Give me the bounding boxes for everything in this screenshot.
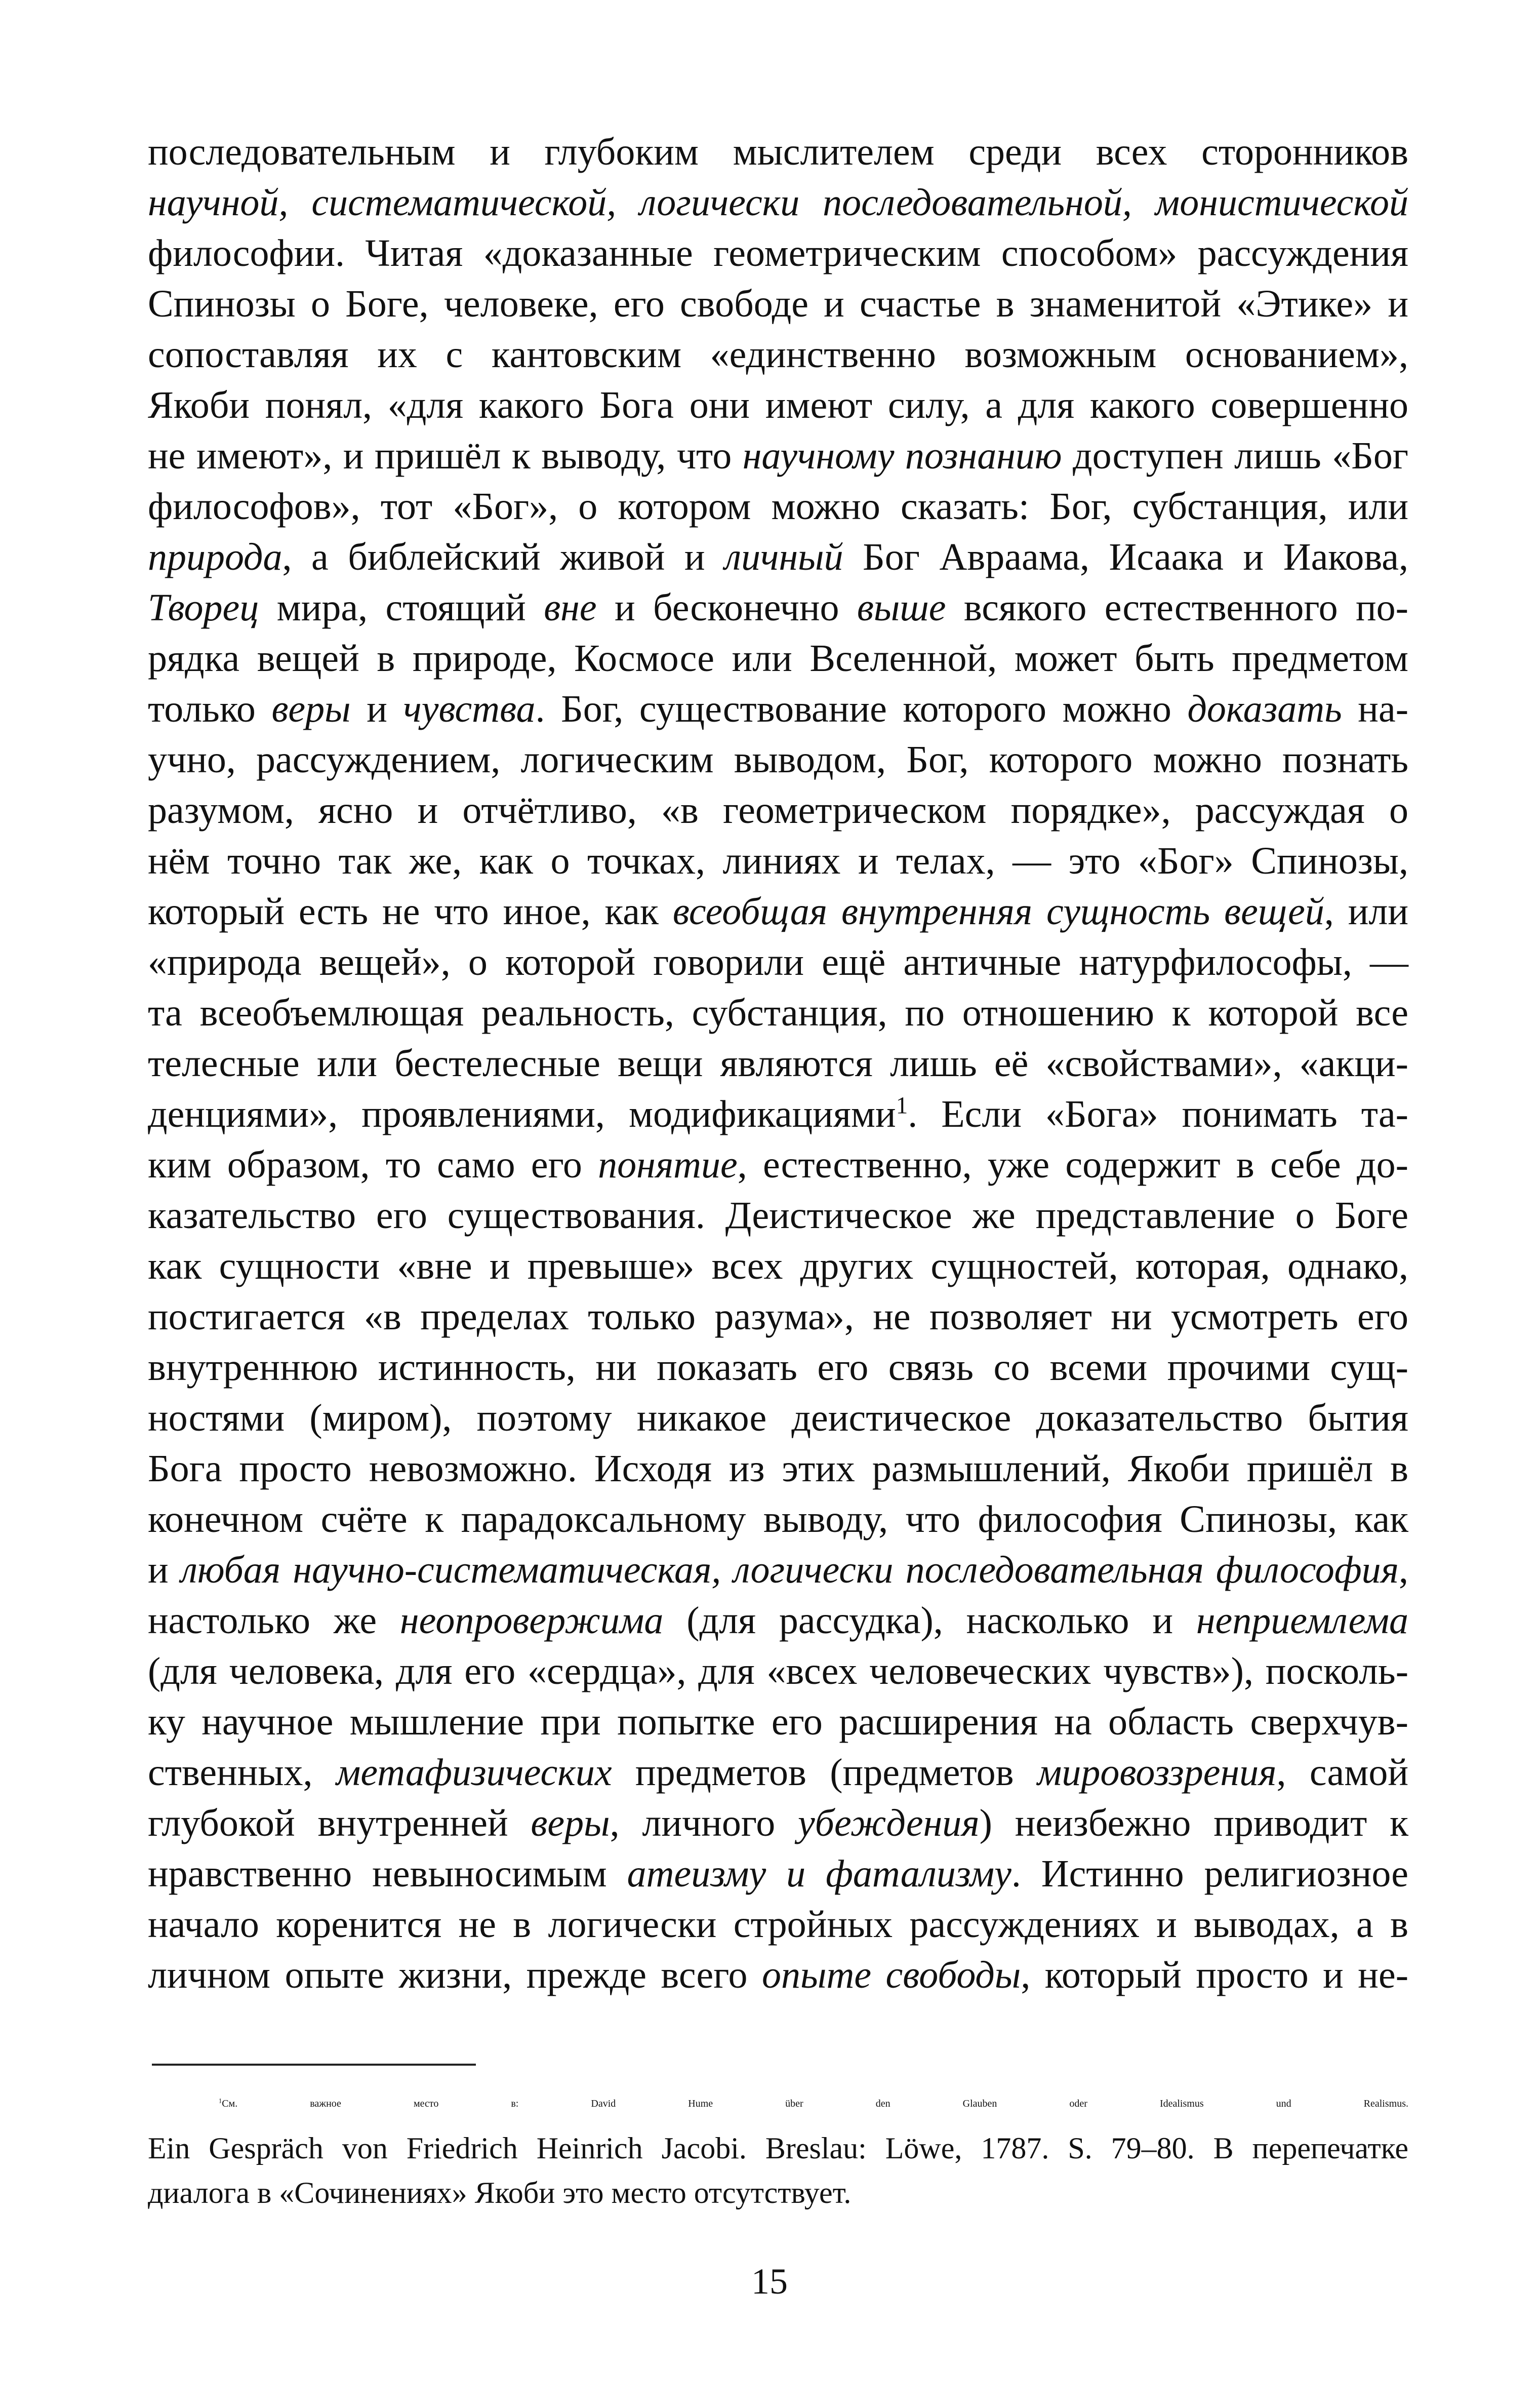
text-run: нём точно так же, как о точках, линиях и телах, — это «Бог» Спинозы,	[148, 840, 1408, 882]
text-run: всякого естественного по-	[946, 586, 1408, 629]
footnote-reference-marker: 1	[896, 1092, 908, 1119]
text-line	[148, 127, 1408, 177]
text-run: доступен лишь «Бог	[1062, 435, 1408, 477]
text-run: философов», тот «Бог», о котором можно сказать: Бог, субстанция, или	[148, 485, 1408, 528]
text-run: , или	[1324, 890, 1409, 933]
text-line	[148, 430, 1408, 481]
text-run: последовательным и глубоким мыслителем среди всех сторонников	[148, 131, 1408, 173]
text-line	[148, 1038, 1408, 1089]
text-run: Якоби понял, «для какого Бога они имеют силу, а для какого совершенно	[148, 384, 1408, 426]
text-line	[148, 1190, 1408, 1241]
text-line	[148, 1545, 1408, 1595]
text-run: ) неизбежно приводит к	[979, 1802, 1408, 1844]
text-run: не имеют», и пришёл к выводу, что	[148, 435, 743, 477]
emphasized-text: Творец	[148, 586, 259, 629]
text-run: как сущности «вне и превыше» всех других сущностей, которая, однако,	[148, 1245, 1408, 1287]
text-line	[148, 1848, 1408, 1899]
footnote-reference-marker: 1	[219, 2097, 222, 2105]
emphasized-text: неопровержима	[399, 1599, 664, 1642]
emphasized-text: атеизму и фатализму	[627, 1852, 1011, 1895]
text-run: Бог Авраама, Исаака и Иакова,	[843, 536, 1408, 578]
text-line	[148, 481, 1408, 532]
emphasized-text: выше	[857, 586, 946, 629]
text-line	[148, 785, 1408, 836]
text-run: внутреннюю истинность, ни показать его связь со всеми прочими сущ-	[148, 1346, 1408, 1389]
text-line	[148, 1291, 1408, 1342]
emphasized-text: веры	[271, 688, 351, 730]
text-run: Бога просто невозможно. Исходя из этих размышлений, Якоби пришёл в	[148, 1447, 1408, 1490]
text-line	[148, 582, 1408, 633]
text-run: Спинозы о Боге, человеке, его свободе и счастье в знаменитой «Этике» и	[148, 283, 1408, 325]
text-line	[148, 886, 1408, 937]
text-line	[148, 633, 1408, 684]
emphasized-text: любая научно-систематическая, логически последовательная философия	[180, 1549, 1399, 1591]
text-run: нравственно невыносимым	[148, 1852, 627, 1895]
text-run: , личного	[610, 1802, 798, 1844]
text-run: См. важное место в: David Hume über den Glauben oder Idealismus und Realismus.	[222, 2098, 1408, 2109]
text-run: . Если «Бога» понимать та-	[908, 1093, 1408, 1135]
text-line	[148, 329, 1408, 380]
text-line	[148, 937, 1408, 988]
text-line	[148, 532, 1408, 582]
text-run: ку научное мышление при попытке его расширения на область сверхчув-	[148, 1701, 1408, 1743]
text-line	[148, 1241, 1408, 1291]
text-run: Ein Gespräch von Friedrich Heinrich Jacobi. Breslau: Löwe, 1787. S. 79–80. В перепечатке	[148, 2131, 1408, 2165]
footnote-line	[148, 2126, 1408, 2170]
text-run: мира, стоящий	[259, 586, 544, 629]
emphasized-text: веры	[531, 1802, 610, 1844]
emphasized-text: убеждения	[798, 1802, 980, 1844]
text-line	[148, 1950, 1408, 2000]
text-line	[148, 1393, 1408, 1443]
footnote-block	[148, 2081, 1408, 2215]
text-run: . Бог, существование которого можно	[535, 688, 1188, 730]
text-line	[148, 1646, 1408, 1696]
text-line	[148, 1089, 1408, 1139]
text-run: рядка вещей в природе, Космосе или Вселенной, может быть предметом	[148, 637, 1408, 680]
text-run: ностями (миром), поэтому никакое деистическое доказательство бытия	[148, 1397, 1408, 1439]
text-run: философии. Читая «доказанные геометрическим способом» рассуждения	[148, 232, 1408, 274]
footnote-line	[148, 2081, 1408, 2126]
text-run: ,	[1399, 1549, 1408, 1591]
text-line	[148, 1443, 1408, 1494]
text-run: денциями», проявлениями, модификациями	[148, 1093, 896, 1135]
emphasized-text: доказать	[1187, 688, 1342, 730]
emphasized-text: метафизических	[336, 1751, 612, 1794]
text-run: настолько же	[148, 1599, 400, 1642]
footnote-line	[148, 2170, 1408, 2215]
emphasized-text: всеобщая внутренняя сущность вещей	[672, 890, 1324, 933]
text-line	[148, 279, 1408, 329]
text-run: на-	[1342, 688, 1409, 730]
footnote-separator-rule	[152, 2064, 476, 2066]
emphasized-text: чувства	[403, 688, 536, 730]
text-run: глубокой внутренней	[148, 1802, 531, 1844]
text-line	[148, 988, 1408, 1038]
text-run: телесные или бестелесные вещи являются лишь её «свойствами», «акци-	[148, 1042, 1408, 1085]
text-run: , самой	[1276, 1751, 1408, 1794]
text-line	[148, 1899, 1408, 1950]
text-line	[148, 1342, 1408, 1393]
text-run: та всеобъемлющая реальность, субстанция, по отношению к которой все	[148, 992, 1408, 1034]
text-line	[148, 734, 1408, 785]
emphasized-text: личный	[724, 536, 843, 578]
text-line	[148, 836, 1408, 886]
emphasized-text: понятие	[598, 1143, 738, 1186]
text-run: (для рассудка), насколько и	[663, 1599, 1196, 1642]
page-number: 15	[751, 2261, 788, 2302]
emphasized-text: мировоззрения	[1037, 1751, 1277, 1794]
text-run: ственных,	[148, 1751, 336, 1794]
text-run: и бесконечно	[596, 586, 857, 629]
text-run: предметов (предметов	[612, 1751, 1037, 1794]
emphasized-text: научному познанию	[742, 435, 1062, 477]
text-run: постигается «в пределах только разума», не позволяет ни усмотреть его	[148, 1295, 1408, 1338]
text-line	[148, 1696, 1408, 1747]
text-run: , естественно, уже содержит в себе до-	[737, 1143, 1408, 1186]
text-run: (для человека, для его «сердца», для «всех человеческих чувств»), посколь-	[148, 1650, 1408, 1692]
main-body-text	[148, 127, 1408, 2000]
emphasized-text: опыте свободы	[761, 1954, 1021, 1996]
text-run: личном опыте жизни, прежде всего	[148, 1954, 762, 1996]
text-run: , а библейский живой и	[282, 536, 725, 578]
text-line	[148, 177, 1408, 228]
text-line	[148, 684, 1408, 734]
text-run: казательство его существования. Деистическое же представление о Боге	[148, 1194, 1408, 1237]
text-run: диалога в «Сочинениях» Якоби это место отсутствует.	[148, 2176, 852, 2209]
text-line	[148, 1139, 1408, 1190]
text-run: только	[148, 688, 272, 730]
emphasized-text: неприемлема	[1196, 1599, 1408, 1642]
text-run: и	[350, 688, 403, 730]
text-run: учно, рассуждением, логическим выводом, Бог, которого можно познать	[148, 738, 1408, 781]
text-run: ким образом, то само его	[148, 1143, 598, 1186]
text-run: сопоставляя их с кантовским «единственно возможным основанием»,	[148, 333, 1408, 376]
text-run: и	[148, 1549, 181, 1591]
text-run: начало коренится не в логически стройных рассуждениях и выводах, а в	[148, 1903, 1408, 1946]
text-run: , который просто и не-	[1021, 1954, 1408, 1996]
text-run: «природа вещей», о которой говорили ещё античные натурфилософы, —	[148, 941, 1408, 983]
text-run: который есть не что иное, как	[148, 890, 673, 933]
text-run: . Истинно религиозное	[1011, 1852, 1409, 1895]
text-line	[148, 380, 1408, 430]
emphasized-text: природа	[148, 536, 282, 578]
text-run: конечном счёте к парадоксальному выводу, что философия Спинозы, как	[148, 1498, 1408, 1541]
emphasized-text: вне	[544, 586, 597, 629]
text-run: разумом, ясно и отчётливо, «в геометрическом порядке», рассуждая о	[148, 789, 1408, 832]
text-line	[148, 228, 1408, 279]
text-line	[148, 1798, 1408, 1848]
emphasized-text: научной, систематической, логически последовательной, монистической	[148, 181, 1408, 224]
text-line	[148, 1494, 1408, 1545]
text-line	[148, 1595, 1408, 1646]
text-line	[148, 1747, 1408, 1798]
